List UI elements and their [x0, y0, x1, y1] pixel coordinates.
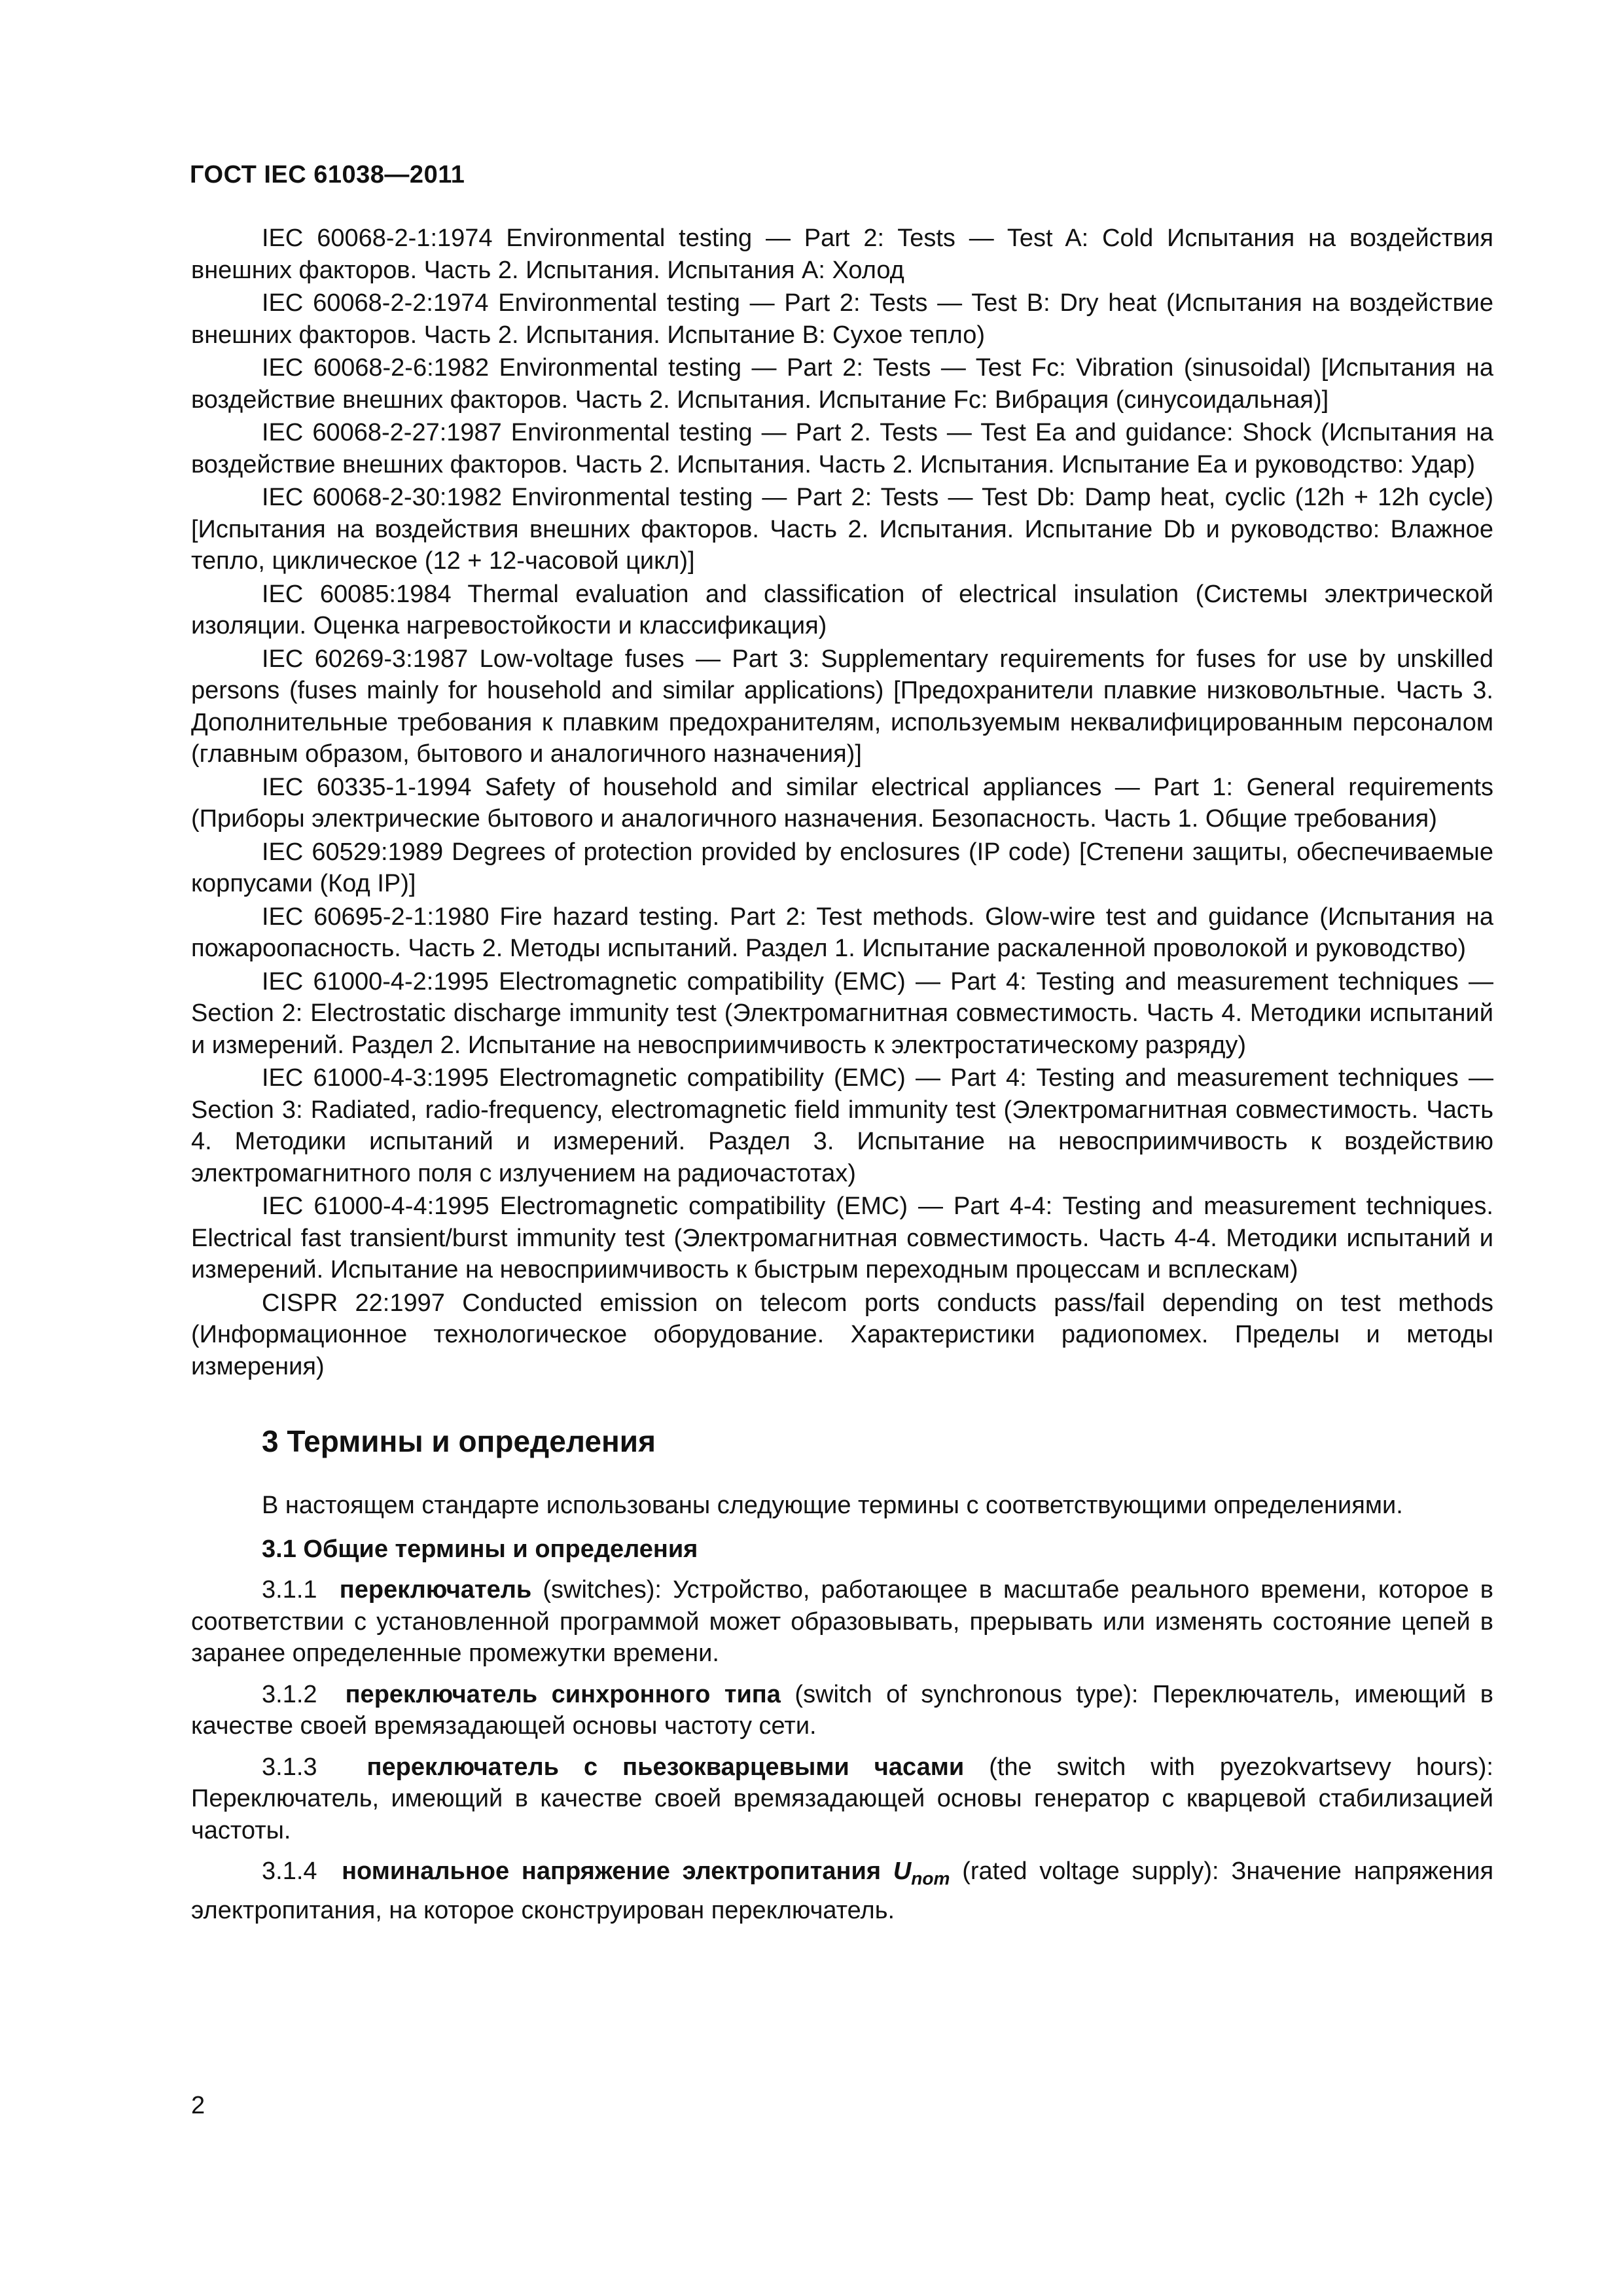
- reference-item: IEC 60269-3:1987 Low-voltage fuses — Part 3: Supplementary requirements for fuses for use by unskilled persons (fuses mainly for household and similar applications) [Предохранители плавкие низковольтные. Часть 3. Дополнительные требования к плавким предохранителям, используемым неквалифицированным персоналом (главным образом, бытового и аналогичного назначения)]: [191, 645, 1493, 768]
- term-text: (switches): Устройство, работающее в масштабе реального времени, которое в соответствии с установленной программой может образовывать, прерывать или изменять состояние цепей в заранее определенные промежутки времени.: [191, 1576, 1493, 1667]
- reference-item: IEC 60068-2-6:1982 Environmental testing — Part 2: Tests — Test Fc: Vibration (sinusoidal) [Испытания на воздействие внешних факторов. Часть 2. Испытания. Испытание Fc: Вибрация (синусоидальная)]: [191, 354, 1493, 414]
- section-intro: В настоящем стандарте использованы следующие термины с соответствующими определениями.: [262, 1492, 1403, 1519]
- term-name: номинальное напряжение электропитания: [342, 1857, 882, 1885]
- term-definition: [191, 1751, 1493, 1847]
- symbol-letter: U: [893, 1857, 912, 1885]
- reference-item: IEC 61000-4-4:1995 Electromagnetic compatibility (EMC) — Part 4-4: Testing and measurement techniques. Electrical fast transient/burst immunity test (Электромагнитная совместимость. Часть 4-4. Методики испытаний и измерений. Испытание на невосприимчивость к быстрым переходным процессам и всплескам): [191, 1193, 1493, 1283]
- document-header-title: ГОСТ IEC 61038—2011: [190, 161, 465, 188]
- reference-item: IEC 60068-2-2:1974 Environmental testing — Part 2: Tests — Test B: Dry heat (Испытания на воздействие внешних факторов. Часть 2. Испытания. Испытание В: Сухое тепло): [191, 289, 1493, 349]
- subsection-heading: 3.1 Общие термины и определения: [262, 1535, 698, 1563]
- reference-item: CISPR 22:1997 Conducted emission on telecom ports conducts pass/fail depending on test methods (Информационное технологическое оборудование. Характеристики радиопомех. Пределы и методы измерения): [191, 1289, 1493, 1380]
- term-number: 3.1.1: [262, 1576, 317, 1604]
- reference-item: IEC 60068-2-27:1987 Environmental testing — Part 2. Tests — Test Ea and guidance: Shock (Испытания на воздействие внешних факторов. Часть 2. Испытания. Часть 2. Испытания. Испытание Еа и руководство: Удар): [191, 419, 1493, 478]
- document-body: [191, 223, 1493, 1927]
- term-text: (switch of synchronous type): Переключатель, имеющий в качестве своей времязадающей основы частоту сети.: [191, 1680, 1493, 1740]
- reference-item: IEC 60695-2-1:1980 Fire hazard testing. Part 2: Test methods. Glow-wire test and guidance (Испытания на пожароопасность. Часть 2. Методы испытаний. Раздел 1. Испытание раскаленной проволокой и руководство): [191, 903, 1493, 962]
- term-number: 3.1.3: [262, 1753, 317, 1781]
- term-definition: [191, 1679, 1493, 1742]
- term-text: (the switch with pyezokvartsevy hours): Переключатель, имеющий в качестве своей времязадающей основы генератор с кварцевой стабилизацией частоты.: [191, 1753, 1493, 1844]
- term-number: 3.1.2: [262, 1680, 317, 1708]
- page-number: 2: [191, 2092, 205, 2119]
- reference-item: IEC 60068-2-30:1982 Environmental testing — Part 2: Tests — Test Db: Damp heat, cyclic (12h + 12h cycle) [Испытания на воздействия внешних факторов. Часть 2. Испытания. Испытание Db и руководство: Влажное тепло, циклическое (12 + 12-часовой цикл)]: [191, 484, 1493, 575]
- term-symbol: [893, 1857, 950, 1889]
- reference-item: IEC 60335-1-1994 Safety of household and similar electrical appliances — Part 1: General requirements (Приборы электрические бытового и аналогичного назначения. Безопасность. Часть 1. Общие требования): [191, 773, 1493, 833]
- reference-item: IEC 61000-4-2:1995 Electromagnetic compatibility (EMC) — Part 4: Testing and measurement techniques — Section 2: Electrostatic discharge immunity test (Электромагнитная совместимость. Часть 4. Методики испытаний и измерений. Раздел 2. Испытание на невосприимчивость к электростатическому разряду): [191, 967, 1493, 1059]
- section-heading: 3 Термины и определения: [262, 1424, 656, 1458]
- term-definition: [191, 1574, 1493, 1670]
- symbol-subscript: nom: [911, 1868, 950, 1889]
- term-definition: [191, 1856, 1493, 1927]
- reference-item: IEC 60068-2-1:1974 Environmental testing — Part 2: Tests — Test A: Cold Испытания на воздействия внешних факторов. Часть 2. Испытания. Испытания А: Холод: [191, 224, 1493, 284]
- reference-item: IEC 61000-4-3:1995 Electromagnetic compatibility (EMC) — Part 4: Testing and measurement techniques — Section 3: Radiated, radio-frequency, electromagnetic field immunity test (Электромагнитная совместимость. Часть 4. Методики испытаний и измерений. Раздел 3. Испытание на невосприимчивость к воздействию электромагнитного поля с излучением на радиочастотах): [191, 1064, 1493, 1187]
- term-name: переключатель синхронного типа: [345, 1680, 781, 1708]
- reference-item: IEC 60085:1984 Thermal evaluation and classification of electrical insulation (Системы электрической изоляции. Оценка нагревостойкости и классификация): [191, 580, 1493, 639]
- reference-item: IEC 60529:1989 Degrees of protection provided by enclosures (IP code) [Степени защиты, обеспечиваемые корпусами (Код IP)]: [191, 838, 1493, 897]
- term-number: 3.1.4: [262, 1857, 317, 1885]
- term-name: переключатель: [339, 1576, 532, 1604]
- normative-references-list: [191, 223, 1493, 1382]
- term-text: (rated voltage supply): Значение напряжения электропитания, на которое сконструирован переключатель.: [191, 1857, 1494, 1925]
- term-name: переключатель с пьезокварцевыми часами: [366, 1753, 965, 1781]
